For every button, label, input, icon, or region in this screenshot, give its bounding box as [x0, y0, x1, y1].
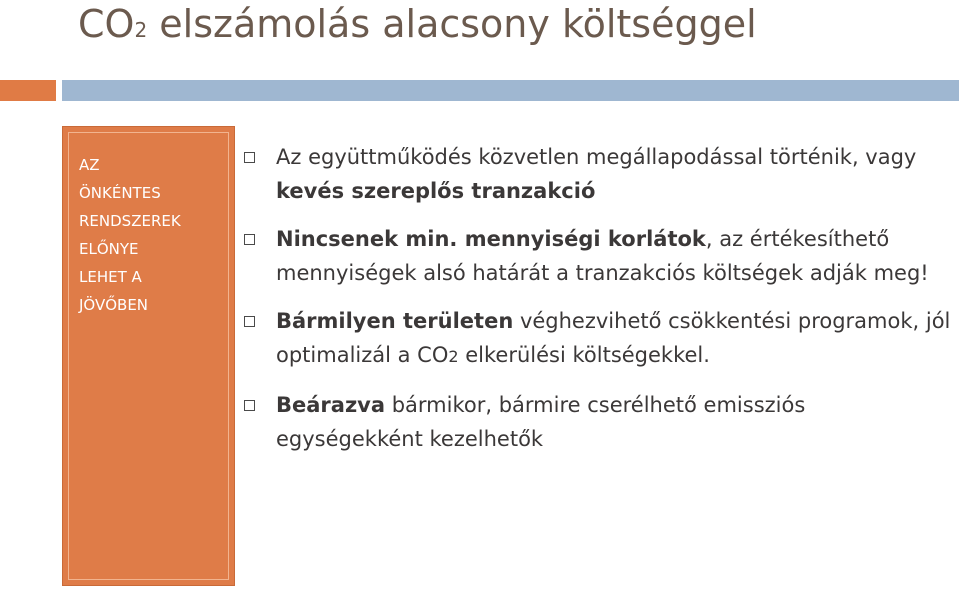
- side-panel: [62, 126, 235, 586]
- side-line: AZ: [79, 156, 100, 174]
- title-rest: elszámolás alacsony költséggel: [147, 2, 757, 46]
- square-bullet-icon: [244, 152, 255, 163]
- header-accent-band: [0, 80, 56, 101]
- side-line: JÖVŐBEN: [79, 296, 149, 314]
- side-line: ÖNKÉNTES: [79, 184, 161, 202]
- bullet-text: Nincsenek min. mennyiségi korlátok, az értékesíthető mennyiségek alsó határát a tranzakciós költségek adják meg!: [276, 227, 929, 285]
- side-line: ELŐNYE: [79, 240, 139, 258]
- side-line: RENDSZEREK: [79, 212, 181, 230]
- page-title: [78, 2, 757, 52]
- side-line: LEHET A: [79, 268, 142, 286]
- side-panel-text: [79, 151, 229, 319]
- bullet-text: Bármilyen területen véghezvihető csökkentési programok, jól optimalizál a CO2 elkerülési költségekkel.: [276, 309, 951, 367]
- bullet-item: [240, 388, 955, 456]
- bullet-item: [240, 304, 955, 374]
- title-prefix: CO: [78, 2, 135, 46]
- bullet-text: Az együttműködés közvetlen megállapodással történik, vagy kevés szereplős tranzakció: [276, 145, 917, 203]
- square-bullet-icon: [244, 400, 255, 411]
- bullet-item: [240, 140, 955, 208]
- bullet-item: [240, 222, 955, 290]
- square-bullet-icon: [244, 316, 255, 327]
- bullet-text: Beárazva bármikor, bármire cserélhető emissziós egységekként kezelhetők: [276, 393, 806, 451]
- bullet-list: [240, 140, 955, 456]
- square-bullet-icon: [244, 234, 255, 245]
- title-subscript: 2: [134, 18, 148, 42]
- header-divider-band: [62, 80, 959, 101]
